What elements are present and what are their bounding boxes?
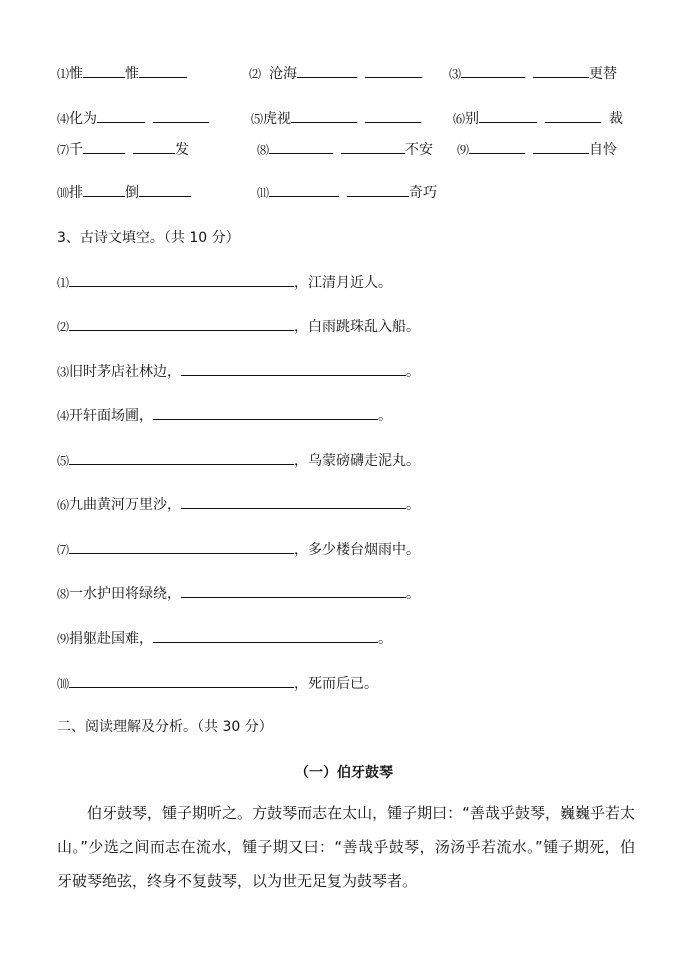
idiom-item-5 xyxy=(251,105,421,132)
idiom-text: 虎视 xyxy=(263,111,292,127)
answer-blank[interactable] xyxy=(69,447,294,465)
poem-prefix: 一水护田将绿绕， xyxy=(69,586,182,602)
poem-line-9 xyxy=(57,625,392,652)
idiom-text: 更替 xyxy=(589,66,618,82)
poem-line-10 xyxy=(57,670,378,697)
idiom-item-3 xyxy=(449,60,617,87)
answer-blank[interactable] xyxy=(83,60,125,78)
poem-line-6 xyxy=(57,491,420,518)
answer-blank[interactable] xyxy=(181,491,406,509)
poem-suffix: 。 xyxy=(378,408,393,424)
answer-blank[interactable] xyxy=(69,313,294,331)
idiom-item-8 xyxy=(257,136,433,163)
item-number: ⑸ xyxy=(57,454,70,468)
idiom-item-7 xyxy=(57,136,189,163)
poem-prefix: 捐躯赴国难， xyxy=(69,631,154,647)
answer-blank[interactable] xyxy=(69,269,294,287)
item-number: ⑼ xyxy=(57,632,70,646)
idiom-row-4 xyxy=(0,179,688,205)
item-number: ⑸ xyxy=(251,112,264,126)
poem-suffix: 。 xyxy=(406,586,421,602)
idiom-row-2 xyxy=(0,105,688,131)
answer-blank[interactable] xyxy=(153,105,209,123)
answer-blank[interactable] xyxy=(297,60,357,78)
item-number: ⑶ xyxy=(57,365,70,379)
poem-suffix: ，死而后已。 xyxy=(294,676,379,692)
item-number: ⑽ xyxy=(57,186,70,200)
reading-title: （一）伯牙鼓琴 xyxy=(295,765,393,781)
answer-blank[interactable] xyxy=(133,136,175,154)
answer-blank[interactable] xyxy=(479,105,537,123)
item-number: ⑹ xyxy=(57,498,70,512)
poem-suffix: ，乌蒙磅礴走泥丸。 xyxy=(294,453,421,469)
poem-suffix: 。 xyxy=(406,364,421,380)
answer-blank[interactable] xyxy=(97,105,145,123)
answer-blank[interactable] xyxy=(461,60,525,78)
item-number: ⑷ xyxy=(57,409,70,423)
idiom-item-2 xyxy=(249,60,422,87)
idiom-item-11 xyxy=(257,179,437,206)
answer-blank[interactable] xyxy=(69,670,294,688)
idiom-text: 自怜 xyxy=(589,142,618,158)
idiom-item-9 xyxy=(457,136,617,163)
idiom-row-1 xyxy=(0,60,688,86)
item-number: ⑺ xyxy=(57,143,70,157)
poem-line-4 xyxy=(57,402,392,429)
idiom-text: 排 xyxy=(69,185,84,201)
poem-line-7 xyxy=(57,536,420,563)
poem-prefix: 旧时茅店社林边， xyxy=(69,364,182,380)
poem-line-2 xyxy=(57,313,420,340)
answer-blank[interactable] xyxy=(469,136,525,154)
poem-suffix: ，多少楼台烟雨中。 xyxy=(294,542,421,558)
idiom-text: 不安 xyxy=(405,142,434,158)
answer-blank[interactable] xyxy=(545,105,601,123)
item-number: ⑽ xyxy=(57,677,70,691)
idiom-text: 沧海 xyxy=(269,66,298,82)
answer-blank[interactable] xyxy=(139,60,187,78)
answer-blank[interactable] xyxy=(83,136,125,154)
poem-suffix: ，白雨跳珠乱入船。 xyxy=(294,319,421,335)
item-number: ⑴ xyxy=(57,67,70,81)
answer-blank[interactable] xyxy=(341,136,405,154)
part-2-heading: 二、阅读理解及分析。（共 30 分） xyxy=(57,719,273,735)
answer-blank[interactable] xyxy=(181,580,406,598)
idiom-item-10 xyxy=(57,179,191,206)
section-3-heading: 3、古诗文填空。（共 10 分） xyxy=(57,230,240,246)
answer-blank[interactable] xyxy=(269,179,339,197)
answer-blank[interactable] xyxy=(83,179,125,197)
idiom-row-3 xyxy=(0,136,688,162)
answer-blank[interactable] xyxy=(69,536,294,554)
answer-blank[interactable] xyxy=(153,402,378,420)
item-number: ⑵ xyxy=(57,320,70,334)
item-number: ⑹ xyxy=(453,112,466,126)
answer-blank[interactable] xyxy=(365,60,422,78)
item-number: ⑶ xyxy=(449,67,462,81)
idiom-text: 惟 xyxy=(125,66,140,82)
item-number: ⑻ xyxy=(257,143,270,157)
idiom-item-1 xyxy=(57,60,187,87)
idiom-text: 倒 xyxy=(125,185,140,201)
answer-blank[interactable] xyxy=(291,105,357,123)
poem-line-3 xyxy=(57,358,420,385)
idiom-item-4 xyxy=(57,105,209,132)
answer-blank[interactable] xyxy=(139,179,191,197)
poem-line-1 xyxy=(57,269,392,296)
poem-prefix: 开轩面场圃， xyxy=(69,408,154,424)
item-number: ⑼ xyxy=(457,143,470,157)
poem-suffix: 。 xyxy=(406,497,421,513)
idiom-item-6 xyxy=(453,105,623,132)
idiom-text: 惟 xyxy=(69,66,84,82)
answer-blank[interactable] xyxy=(153,625,378,643)
idiom-text: 化为 xyxy=(69,111,98,127)
reading-passage: 伯牙鼓琴，锺子期听之。方鼓琴而志在太山，锺子期曰：“善哉乎鼓琴，巍巍乎若太山。”少选之间而志在流水，锺子期又曰：“善哉乎鼓琴，汤汤乎若流水。”锺子期死，伯牙破琴绝弦，终身不复鼓琴，以为世无足复为鼓琴者。 xyxy=(57,804,635,890)
idiom-text: 奇巧 xyxy=(409,185,438,201)
poem-suffix: 。 xyxy=(378,631,393,647)
item-number: ⑵ xyxy=(249,67,262,81)
idiom-text: 千 xyxy=(69,142,84,158)
item-number: ⑺ xyxy=(57,543,70,557)
answer-blank[interactable] xyxy=(347,179,409,197)
item-number: ⑴ xyxy=(57,276,70,290)
answer-blank[interactable] xyxy=(269,136,333,154)
poem-prefix: 九曲黄河万里沙， xyxy=(69,497,182,513)
answer-blank[interactable] xyxy=(533,136,589,154)
idiom-text: 发 xyxy=(175,142,190,158)
item-number: ⑾ xyxy=(257,186,270,200)
poem-line-5 xyxy=(57,447,420,474)
poem-suffix: ，江清月近人。 xyxy=(294,275,393,291)
idiom-text: 裁 xyxy=(609,111,624,127)
answer-blank[interactable] xyxy=(365,105,421,123)
answer-blank[interactable] xyxy=(533,60,589,78)
item-number: ⑷ xyxy=(57,112,70,126)
item-number: ⑻ xyxy=(57,587,70,601)
idiom-text: 别 xyxy=(465,111,480,127)
poem-line-8 xyxy=(57,580,420,607)
answer-blank[interactable] xyxy=(181,358,406,376)
